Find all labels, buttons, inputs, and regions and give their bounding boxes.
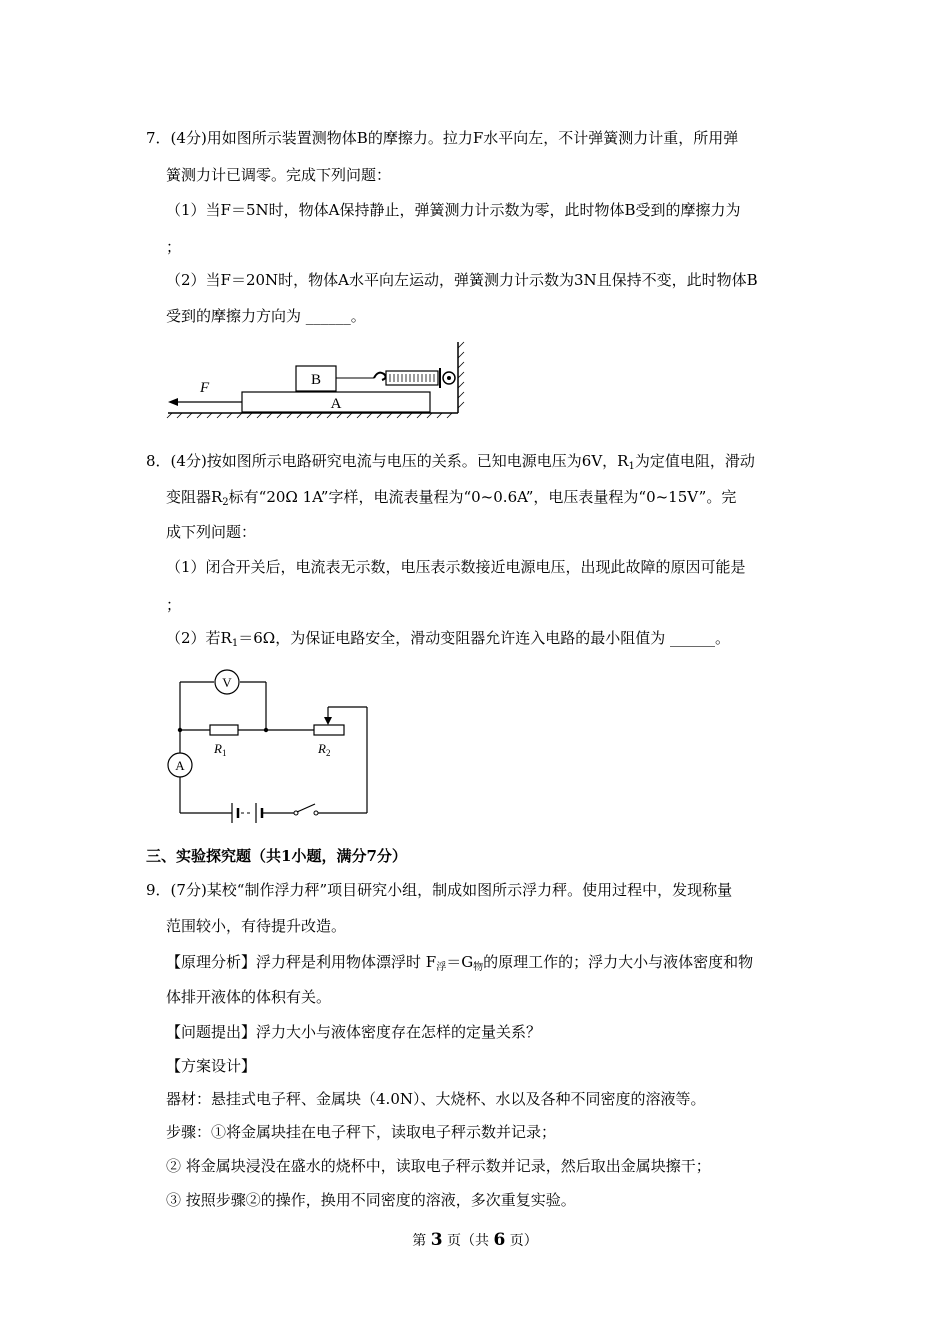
q8-sub1-line2: ； [166,596,182,614]
page-footer: 第 3 页（共 6 页） [412,1230,538,1250]
q8-sub1-line1: （1）闭合开关后，电流表无示数，电压表示数接近电源电压，出现此故障的原因可能是 [166,558,746,576]
q8-line1: 8．(4分)按如图所示电路研究电流与电压的关系。已知电源电压为6V，$R_1$为定值电阻，滑动 [146,452,755,472]
q7-sub1-line1: （1）当F＝5N时，物体A保持静止，弹簧测力计示数为零，此时物体B受到的摩擦力为 [166,201,741,219]
q9-materials: 器材：悬挂式电子秤、金属块（4.0N）、大烧杯、水以及各种不同密度的溶液等。 [166,1090,706,1108]
force-label: F [200,380,210,396]
q7-line2: 簧测力计已调零。完成下列问题： [166,166,392,184]
q9-line2: 范围较小，有待提升改造。 [166,917,347,935]
voltmeter-label: V [222,675,232,690]
junction-dot [264,728,268,732]
resistor-r1 [210,725,238,735]
q7-sub2-line2: 受到的摩擦力方向为 ______。 [166,307,366,325]
force-arrowhead-icon [168,398,178,406]
q9-design: 【方案设计】 [166,1057,257,1075]
q7-line1: 7．(4分)用如图所示装置测物体B的摩擦力。拉力F水平向左，不计弹簧测力计重，所用弹 [146,129,739,147]
r1-label: $R_1$ [214,741,227,758]
battery-icon [232,803,262,823]
q9-step3: ③ 按照步骤②的操作，换用不同密度的溶液，多次重复实验。 [166,1191,576,1209]
wall-hatch [458,342,464,408]
q7-friction-figure [160,340,470,420]
hook-icon [374,373,386,380]
junction-dot [178,728,182,732]
q7-sub1-line2: ； [166,238,182,256]
q8-sub2-line: （2）若$R_1=6\Omega$，为保证电路安全，滑动变阻器允许连入电路的最小阻值为 ______。 [166,629,730,649]
q8-line2: 变阻器$R_2$标有“20Ω 1A”字样，电流表量程为“0~0.6A”，电压表量程为“0~15V”。完 [166,488,737,508]
q9-step2: ② 将金属块浸没在盛水的烧杯中，读取电子秤示数并记录，然后取出金属块擦干； [166,1157,711,1175]
q9-question: 【问题提出】浮力大小与液体密度存在怎样的定量关系？ [166,1023,542,1041]
q9-line1: 9．(7分)某校“制作浮力秤”项目研究小组，制成如图所示浮力秤。使用过程中，发现称量 [146,881,733,899]
q8-circuit-figure [160,665,380,820]
q8-line3: 成下列问题： [166,523,257,541]
slider-arrow-icon [324,717,332,725]
section-heading: 三、实验探究题（共1小题，满分7分） [146,847,407,865]
switch-icon [294,804,318,815]
q9-principle-line2: 体排开液体的体积有关。 [166,988,332,1006]
q9-principle-line1: 【原理分析】浮力秤是利用物体漂浮时 $F_浮=G_物$的原理工作的；浮力大小与液体密度和物 [166,953,754,973]
resistor-r2 [314,725,344,735]
q7-sub2-line1: （2）当F＝20N时，物体A水平向左运动，弹簧测力计示数为3N且保持不变，此时物体B [166,271,758,289]
q9-step1: 步骤：①将金属块挂在电子秤下，读取电子秤示数并记录； [166,1123,557,1141]
block-a-label: A [330,396,342,412]
block-b-label: B [310,372,322,388]
ammeter-label: A [175,758,185,773]
r2-label: $R_2$ [318,741,331,758]
